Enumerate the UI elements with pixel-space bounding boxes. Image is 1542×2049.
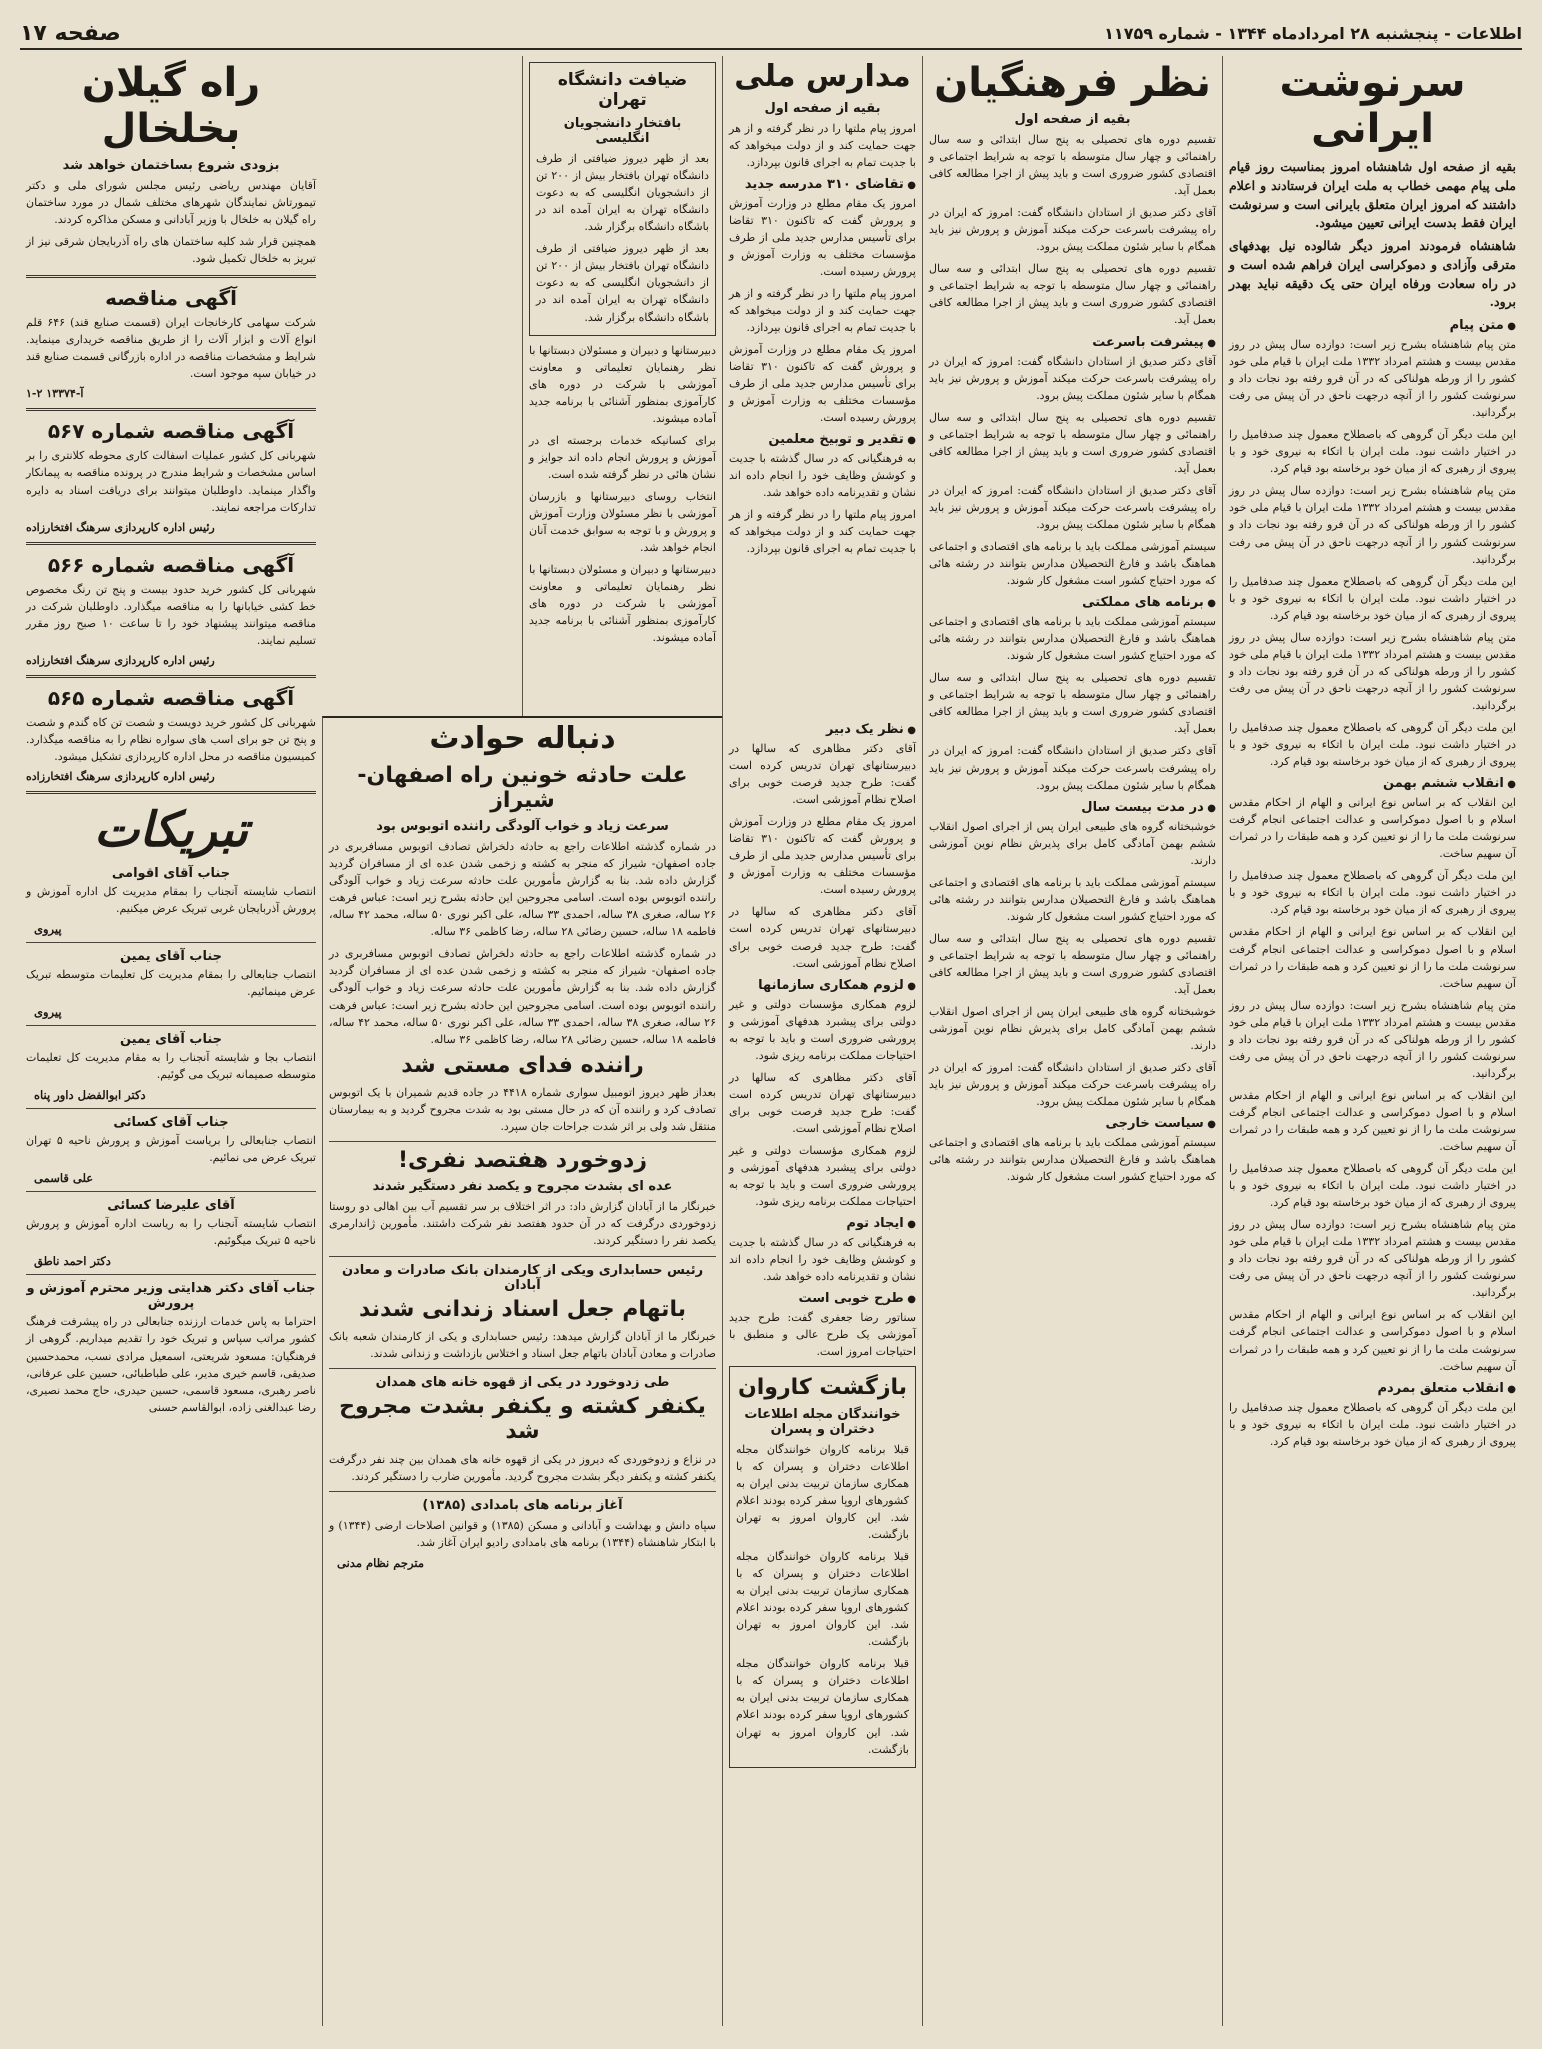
paragraph: سناتور رضا جعفری گفت: طرح جدید آموزشی یک طرح عالی و منطبق با احتیاجات امروز است. [729,1311,916,1359]
ad-footer: رئیس اداره کارپردازی سرهنگ افتخارزاده [26,520,215,534]
congrats-text: انتصاب بجا و شایسته آنجناب را به مقام مدیریت کل تعلیمات متوسطه صمیمانه تبریک می گوئیم. [26,1051,316,1082]
section-heading: ● متن پیام [1229,318,1516,333]
paragraph: امروز یک مقام مطلع در وزارت آموزش و پرورش گفت که تاکنون ۳۱۰ تقاضا برای تأسیس مدارس جدید ملی از طرف مؤسسات مختلف به وزارت آموزش و پرورش رسیده است. [729,196,916,278]
divider [26,791,316,794]
page-number: صفحه ۱۷ [20,20,121,46]
paragraph: متن پیام شاهنشاه بشرح زیر است: دوازده سال پیش در روز مقدس بیست و هشتم امرداد ۱۳۳۲ ملت ایران با قیام ملی خود کشور را از ورطه هولناکی که در آن فرو رفته بود نجات داد و سرنوشت کشور را از آنچه درجهت ناحق در آن پیش می رفت برگردانید. [1229,1218,1517,1300]
divider [329,1491,716,1492]
paragraph: قبلا برنامه کاروان خوانندگان مجله اطلاعات دختران و پسران که با همکاری سازمان تربیت بدنی ایران به کشورهای اروپا سفر کرده بودند اعلام شد. این کاروان امروز به تهران بازگشت. [736,1550,909,1649]
box-subtitle: بافتخار دانشجویان انگلیسی [563,116,682,147]
story-subheadline: طی زدوخورد در یکی از قهوه خانه های همدان [375,1374,670,1390]
divider [329,1256,716,1257]
events-title: دنباله حوادث [429,721,616,756]
paragraph: خوشبختانه گروه های طبیعی ایران پس از اجرای اصول انقلاب ششم بهمن آمادگی کامل برای پذیرش نظام نوین آموزشی دارند. [929,1005,1216,1053]
section-heading: ● تقدیر و توبیخ معلمین [729,432,916,447]
paragraph: در شماره گذشته اطلاعات راجع به حادثه دلخراش تصادف اتوبوس مسافربری در جاده اصفهان- شیراز که منجر به کشته و زخمی شدن عده ای از مسافران گردید گزارش داده شد. بنا به گزارش مأمورین علت حادثه سرعت زیاد و خواب آلودگی راننده اتوبوس بوده است. اسامی مجروحین این حادثه بشرح زیر است: عباس فرهت ۲۶ ساله، صغری ۳۸ ساله، احمدی ۳۳ ساله، علی اکبر نوری ۵۰ ساله، محمد ۴۲ ساله، فاطمه ۱۸ ساله، حسین رضائی ۲۸ ساله، رضا کاظمی ۳۶ ساله. [329,840,716,939]
ad-text: شهربانی کل کشور عملیات اسفالت کاری محوطه کلانتری را بر اساس مشخصات و شرایط مندرج در پرونده مناقصه به پیمانکار واگذار مینماید. داوطلبان میتوانند برای دریافت اسناد به دایره تدارکات مراجعه نمایند. [26,449,316,514]
paragraph: به فرهنگیانی که در سال گذشته با جدیت و کوشش وظایف خود را انجام داده اند نشان و تقدیرنامه داده خواهد شد. [729,452,916,500]
paragraph: تقسیم دوره های تحصیلی به پنج سال ابتدائی و سه سال راهنمائی و چهار سال متوسطه با توجه به شرایط اجتماعی و اقتصادی کشور ضروری است و باید پیش از اجرا مطالعه کافی بعمل آید. [929,931,1216,997]
box-title: بازگشت کاروان [737,1375,908,1401]
ad-title: آگهی مناقصه [105,286,237,311]
paragraph: امروز پیام ملتها را در نظر گرفته و از هر جهت حمایت کند و از دولت میخواهد که با جدیت تمام به اجرای قانون بپردازد. [729,508,916,556]
paragraph: خوشبختانه گروه های طبیعی ایران پس از اجرای اصول انقلاب ششم بهمن آمادگی کامل برای پذیرش نظام نوین آموزشی دارند. [929,819,1216,867]
ad-text: شهربانی کل کشور خرید حدود بیست و پنج تن رنگ مخصوص خط کشی خیابانها را به مناقصه میگذارد. داوطلبان شرکت در مناقصه میتوانند پیشنهاد خود را تا ساعت ۱۰ صبح روز مقرر تسلیم نمایند. [26,582,317,647]
ad-footer: رئیس اداره کارپردازی سرهنگ افتخارزاده [26,653,215,667]
congratulations-title: تبریکات [93,801,248,858]
paragraph: آقای دکتر صدیق از استادان دانشگاه گفت: امروز که ایران در راه پیشرفت باسرعت حرکت میکند آموزش و پرورش نیز باید همگام با سایر شئون مملکت پیش برود. [929,1061,1216,1109]
paragraph: این انقلاب که بر اساس نوع ایرانی و الهام از احکام مقدس اسلام و با اصول دموکراسی و عدالت اجتماعی انجام گرفت سرنوشت ملت ما را از نو تعیین کرد و همه طبقات را در ثمرات آن سهیم ساخت. [1229,796,1516,861]
headline-madares: مدارس ملی [734,59,911,94]
divider [26,1025,316,1026]
column-madares-melli [722,56,922,716]
congrats-recipient: آقای علیرضا کسائی [107,1198,235,1214]
issue-info: اطلاعات - پنجشنبه ۲۸ امردادماه ۱۳۴۴ - شماره ۱۱۷۵۹ [1104,23,1522,43]
paragraph: سیستم آموزشی مملکت باید با برنامه های اقتصادی و اجتماعی هماهنگ باشد و فارغ التحصیلان مدارس بتوانند در رشته هائی که مورد احتیاج کشور است مشغول کار شوند. [929,1136,1216,1184]
congrats-recipient: جناب آقای دکتر هدایتی وزیر محترم آموزش و پرورش [26,1281,316,1312]
section-heading: ● برنامه های مملکتی [929,595,1216,610]
column-sarnevesht [1222,56,1522,2026]
section-heading: ● در مدت بیست سال [929,800,1216,815]
paragraph: متن پیام شاهنشاه بشرح زیر است: دوازده سال پیش در روز مقدس بیست و هشتم امرداد ۱۳۳۲ ملت ایران با قیام ملی خود کشور را از ورطه هولناکی که در آن فرو رفته بود نجات داد و سرنوشت کشور را از آنچه درجهت ناحق در آن پیش می رفت برگردانید. [1229,998,1517,1080]
ad-text: شهربانی کل کشور خرید دویست و شصت تن کاه گندم و شصت و پنج تن جو برای اسب های سواره نظام را به مناقصه میگذارد. کمیسیون مناقصه در محل اداره کارپردازی تشکیل میشود. [26,715,316,763]
divider [26,1274,316,1275]
paragraph: آقای دکتر صدیق از استادان دانشگاه گفت: امروز که ایران در راه پیشرفت باسرعت حرکت میکند آموزش و پرورش نیز باید همگام با سایر شئون مملکت پیش برود. [929,744,1216,792]
paragraph: امروز پیام ملتها را در نظر گرفته و از هر جهت حمایت کند و از دولت میخواهد که با جدیت تمام به اجرای قانون بپردازد. [729,121,916,169]
paragraph: آقای دکتر صدیق از استادان دانشگاه گفت: امروز که ایران در راه پیشرفت باسرعت حرکت میکند آموزش و پرورش نیز باید همگام با سایر شئون مملکت پیش برود. [929,483,1216,531]
headline-nazar: نظر فرهنگیان [934,60,1211,106]
congrats-recipient: جناب آقای اقوامی [111,865,231,881]
paragraph: این انقلاب که بر اساس نوع ایرانی و الهام از احکام مقدس اسلام و با اصول دموکراسی و عدالت اجتماعی انجام گرفت سرنوشت ملت ما را از نو تعیین کرد و همه طبقات را در ثمرات آن سهیم ساخت. [1229,1308,1516,1373]
tender-ad-565 [26,686,316,783]
story-headline: باتهام جعل اسناد زندانی شدند [359,1296,686,1322]
congrats-signature: علی قاسمی [34,1171,94,1186]
section-heading: ● ایجاد توم [729,1216,916,1231]
congrats-text: انتصاب جنابعالی را بریاست آموزش و پرورش ناحیه ۵ تهران تبریک عرض می نمائیم. [26,1134,316,1165]
story-subheadline: سرعت زیاد و خواب آلودگی راننده اتوبوس بود [376,819,669,835]
paragraph: این انقلاب که بر اساس نوع ایرانی و الهام از احکام مقدس اسلام و با اصول دموکراسی و عدالت اجتماعی انجام گرفت سرنوشت ملت ما را از نو تعیین کرد و همه طبقات را در ثمرات آن سهیم ساخت. [1229,925,1516,990]
paragraph: این ملت دیگر آن گروهی که باصطلاح معمول چند صدفامیل را در اختیار داشت نبود. ملت ایران با اتکاء به نیروی خود و با پیروی از رهبری که از میان خود برخاسته بود قیام کرد. [1229,720,1516,769]
congrats-signature: دکتر ابوالفضل داور پناه [34,1088,146,1103]
section-heading: ● لزوم همکاری سازمانها [729,978,916,993]
paragraph: این ملت دیگر آن گروهی که باصطلاح معمول چند صدفامیل را در اختیار داشت نبود. ملت ایران با اتکاء به نیروی خود و با پیروی از رهبری که از میان خود برخاسته بود قیام کرد. [1229,1400,1516,1448]
paragraph: سیستم آموزشی مملکت باید با برنامه های اقتصادی و اجتماعی هماهنگ باشد و فارغ التحصیلان مدارس بتوانند در رشته هائی که مورد احتیاج کشور است مشغول کار شوند. [929,539,1216,588]
paragraph: بعداز ظهر دیروز اتومبیل سواری شماره ۴۴۱۸ در جاده قدیم شمیران با یک اتوبوس تصادف کرد و راننده آن که در حال مستی بود به شدت مجروح گردید و به بیمارستان منتقل شد ولی بر اثر شدت جراحات جان سپرد. [329,1085,716,1134]
congrats-text: انتصاب شایسته آنجناب را به ریاست اداره آموزش و پرورش ناحیه ۵ تبریک میگوئیم. [26,1217,316,1248]
paragraph: قبلا برنامه کاروان خوانندگان مجله اطلاعات دختران و پسران که با همکاری سازمان تربیت بدنی ایران به کشورهای اروپا سفر کرده بودند اعلام شد. این کاروان امروز به تهران بازگشت. [736,1442,909,1541]
congrats-signature: پیروی [34,922,62,937]
university-box [529,62,716,336]
divider [26,675,316,678]
headline-rah-gilan: راه گیلان بخلخال [81,60,261,152]
divider [26,1108,316,1109]
column-ads [20,56,322,2026]
paragraph: سیستم آموزشی مملکت باید با برنامه های اقتصادی و اجتماعی هماهنگ باشد و فارغ التحصیلان مدارس بتوانند در رشته هائی که مورد احتیاج کشور است مشغول کار شوند. [929,875,1216,923]
paragraph: به فرهنگیانی که در سال گذشته با جدیت و کوشش وظایف خود را انجام داده اند نشان و تقدیرنامه داده خواهد شد. [729,1236,916,1284]
paragraph: خبرنگار ما از آبادان گزارش داد: در اثر اختلاف بر سر تقسیم آب بین اهالی دو روستا زدوخوردی درگرفت که در آن حدود هفتصد نفر شرکت داشتند. مأمورین ژاندارمری یکصد نفر را دستگیر کردند. [329,1200,716,1248]
divider [26,942,316,943]
paragraph: بعد از ظهر دیروز ضیافتی از طرف دانشگاه تهران بافتخار بیش از ۲۰۰ تن از دانشجویان انگلیسی که به دعوت دانشگاه تهران به ایران آمده اند در باشگاه دانشگاه برگزار شد. [536,242,709,324]
paragraph: سپاه دانش و بهداشت و آبادانی و مسکن (۱۳۸۵) و قوانین اصلاحات ارضی (۱۳۴۴) و با ابتکار شاهنشاه (۱۳۴۴) برنامه های بامدادی رادیو ایران آغاز شد. [329,1518,716,1549]
divider [26,542,316,545]
section-heading: ● طرح خوبی است [729,1291,916,1306]
paragraph: شاهنشاه فرمودند امروز دیگر شالوده نیل بهدفهای مترقی وآزادی و دموکراسی ایران فراهم شده است و در راه سعادت ورفاه ایران حتی یک دقیقه نباید بهدر برود. [1229,238,1516,310]
continued-note: بقیه از صفحه اول [1014,112,1131,127]
ad-footer: آ-۱۳۳۷۴ ۲-۱ [26,387,84,401]
tender-ad-566 [26,553,316,667]
tender-ad-1 [26,286,316,400]
divider [26,1191,316,1192]
story-headline: یکنفر کشته و یکنفر بشدت مجروح شد [339,1393,706,1445]
paragraph: این ملت دیگر آن گروهی که باصطلاح معمول چند صدفامیل را در اختیار داشت نبود. ملت ایران با اتکاء به نیروی خود و با پیروی از رهبری که از میان خود برخاسته بود قیام کرد. [1229,428,1516,476]
lead-paragraph: بقیه از صفحه اول شاهنشاه امروز بمناسبت روز قیام ملی پیام مهمی خطاب به ملت ایران فرستادند و اعلام داشتند که امروز ایران متعلق بایرانی است و سرنوشت ایران فقط بدست ایرانی تعیین میشود. [1229,159,1516,231]
page-header [20,18,1522,50]
caravan-box [729,1366,916,1767]
paragraph: امروز یک مقام مطلع در وزارت آموزش و پرورش گفت که تاکنون ۳۱۰ تقاضا برای تأسیس مدارس جدید ملی از طرف مؤسسات مختلف به وزارت آموزش و پرورش رسیده است. [729,815,916,897]
paragraph: لزوم همکاری مؤسسات دولتی و غیر دولتی برای پیشبرد هدفهای آموزشی و پرورشی ضروری است و باید با توجه به احتیاجات مملکت برنامه ریزی شود. [729,997,916,1062]
paragraph: خبرنگار ما از آبادان گزارش میدهد: رئیس حسابداری و یکی از کارمندان شعبه بانک صادرات و معادن آبادان باتهام جعل اسناد و اختلاس بازداشت و زندانی شدند. [329,1329,716,1360]
paragraph: متن پیام شاهنشاه بشرح زیر است: دوازده سال پیش در روز مقدس بیست و هشتم امرداد ۱۳۳۲ ملت ایران با قیام ملی خود کشور را از ورطه هولناکی که در آن فرو رفته بود نجات داد و سرنوشت کشور را از آنچه درجهت ناحق در آن پیش می رفت برگردانید. [1229,484,1517,566]
story-headline: راننده فدای مستی شد [401,1052,644,1078]
congrats-signature: دکتر احمد ناطق [34,1254,111,1269]
ad-footer: رئیس اداره کارپردازی سرهنگ افتخارزاده [26,769,215,783]
paragraph: قبلا برنامه کاروان خوانندگان مجله اطلاعات دختران و پسران که با همکاری سازمان تربیت بدنی ایران به کشورهای اروپا سفر کرده بودند اعلام شد. این کاروان امروز به تهران بازگشت. [736,1657,909,1756]
congrats-text: انتصاب جنابعالی را بمقام مدیریت کل تعلیمات متوسطه تبریک عرض مینمائیم. [26,968,316,999]
continued-note: بقیه از صفحه اول [764,100,881,116]
section-heading: ● نظر یک دبیر [729,722,916,737]
paragraph: این ملت دیگر آن گروهی که باصطلاح معمول چند صدفامیل را در اختیار داشت نبود. ملت ایران با اتکاء به نیروی خود و با پیروی از رهبری که از میان خود برخاسته بود قیام کرد. [1229,574,1516,622]
paragraph: متن پیام شاهنشاه بشرح زیر است: دوازده سال پیش در روز مقدس بیست و هشتم امرداد ۱۳۳۲ ملت ایران با قیام ملی خود کشور را از ورطه هولناکی که در آن فرو رفته بود نجات داد و سرنوشت کشور را از آنچه درجهت ناحق در آن پیش می رفت برگردانید. [1229,630,1517,712]
paragraph: در شماره گذشته اطلاعات راجع به حادثه دلخراش تصادف اتوبوس مسافربری در جاده اصفهان- شیراز که منجر به کشته و زخمی شدن عده ای از مسافران گردید گزارش داده شد. بنا به گزارش مأمورین علت حادثه سرعت زیاد و خواب آلودگی راننده اتوبوس بوده است. اسامی مجروحین این حادثه بشرح زیر است: عباس فرهت ۲۶ ساله، صغری ۳۸ ساله، احمدی ۳۳ ساله، علی اکبر نوری ۵۰ ساله، محمد ۴۲ ساله، فاطمه ۱۸ ساله، حسین رضائی ۲۸ ساله، رضا کاظمی ۳۶ ساله. [329,947,716,1046]
congrats-text: انتصاب شایسته آنجناب را بمقام مدیریت کل اداره آموزش و پرورش آذربایجان غربی تبریک عرض میکنیم. [26,884,316,915]
box-subtitle: خوانندگان مجله اطلاعات دختران و پسران [744,1406,901,1437]
box-title: ضیافت دانشگاه تهران [557,70,688,110]
paragraph: برای کسانیکه خدمات برجسته ای در آموزش و پرورش انجام داده اند جوایز و نشان هائی در نظر گرفته شده است. [529,433,716,481]
story-headline: زدوخورد هفتصد نفری! [398,1148,647,1174]
paragraph: آقای دکتر صدیق از استادان دانشگاه گفت: امروز که ایران در راه پیشرفت باسرعت حرکت میکند آموزش و پرورش نیز باید همگام با سایر شئون مملکت پیش برود. [929,354,1216,402]
section-heading: ● سیاست خارجی [929,1116,1216,1131]
translator-signature: مترجم نظام مدنی [337,1555,424,1570]
congrats-text: احتراما به پاس خدمات ارزنده جنابعالی در راه پیشرفت فرهنگ کشور مراتب سپاس و تبریک خود را تقدیم میداریم. گروهی از فرهنگیان: مسعود شریعتی، اسمعیل مرادی نسب، محمدحسین صدیقی، قاسم خیری مدیر، علی طباطبائی، حسین علی عرفانی، ناصر رهبری، مسعود قاسمی، حسین حیدری، حاج محمد نصیری، رضا عبدالغنی زاده، ابوالقاسم حسنی [26,1315,316,1414]
column-university [522,56,722,716]
paragraph: آقای دکتر صدیق از استادان دانشگاه گفت: امروز که ایران در راه پیشرفت باسرعت حرکت میکند آموزش و پرورش نیز باید همگام با سایر شئون مملکت پیش برود. [929,206,1216,254]
divider [26,275,316,278]
paragraph: آقایان مهندس ریاضی رئیس مجلس شورای ملی و دکتر تیمورتاش نمایندگان شهرهای مختلف شمال در مورد ساختمان راه گیلان به خلخال با وزیر آبادانی و مسکن مذاکره کردند. [26,179,316,227]
story-headline: علت حادثه خونین راه اصفهان- شیراز [357,762,688,813]
paragraph: آقای دکتر مظاهری که سالها در دبیرستانهای تهران تدریس کرده است گفت: طرح جدید فرصت خوبی برای اصلاح نظام آموزشی است. [729,905,916,970]
congrats-recipient: جناب آقای یمین [119,1032,223,1048]
story-subheadline: آغاز برنامه های بامدادی (۱۳۸۵) [422,1497,623,1513]
tender-ad-567 [26,419,316,533]
column-nazar-farhangian [922,56,1222,2026]
newspaper-page [20,18,1522,2033]
paragraph: سیستم آموزشی مملکت باید با برنامه های اقتصادی و اجتماعی هماهنگ باشد و فارغ التحصیلان مدارس بتوانند در رشته هائی که مورد احتیاج کشور است مشغول کار شوند. [929,615,1216,663]
ad-text: شرکت سهامی کارخانجات ایران (قسمت صنایع قند) ۶۴۶ قلم انواع آلات و ابزار آلات را از طریق مناقصه خریداری مینماید. شرایط و مشخصات مناقصه در اداره بازرگانی قسمت صنایع قند در خیابان سپه موجود است. [26,316,316,381]
section-heading: ● انقلاب ششم بهمن [1229,776,1516,791]
paragraph: تقسیم دوره های تحصیلی به پنج سال ابتدائی و سه سال راهنمائی و چهار سال متوسطه با توجه به شرایط اجتماعی و اقتصادی کشور ضروری است و باید پیش از اجرا مطالعه کافی بعمل آید. [929,671,1216,736]
paragraph: تقسیم دوره های تحصیلی به پنج سال ابتدائی و سه سال راهنمائی و چهار سال متوسطه با توجه به شرایط اجتماعی و اقتصادی کشور ضروری است و باید پیش از اجرا مطالعه کافی بعمل آید. [929,262,1216,327]
paragraph: آقای دکتر مظاهری که سالها در دبیرستانهای تهران تدریس کرده است گفت: طرح جدید فرصت خوبی برای اصلاح نظام آموزشی است. [729,742,916,807]
events-section [322,716,722,2026]
divider [329,1368,716,1369]
paragraph: آقای دکتر مظاهری که سالها در دبیرستانهای تهران تدریس کرده است گفت: طرح جدید فرصت خوبی برای اصلاح نظام آموزشی است. [729,1070,916,1135]
subheadline: بزودی شروع بساختمان خواهد شد [62,158,280,173]
paragraph: امروز یک مقام مطلع در وزارت آموزش و پرورش گفت که تاکنون ۳۱۰ تقاضا برای تأسیس مدارس جدید ملی از طرف مؤسسات مختلف به وزارت آموزش و پرورش رسیده است. [729,343,916,425]
divider [329,1141,716,1142]
paragraph: این ملت دیگر آن گروهی که باصطلاح معمول چند صدفامیل را در اختیار داشت نبود. ملت ایران با اتکاء به نیروی خود و با پیروی از رهبری که از میان خود برخاسته بود قیام کرد. [1229,869,1516,917]
paragraph: دبیرستانها و دبیران و مسئولان دبستانها با نظر رهنمایان تعلیماتی و معاونت آموزشی با شرکت در دوره های کارآموزی بمنظور آشنائی با برنامه جدید آماده میشوند. [529,343,716,425]
congrats-recipient: جناب آقای کسائی [113,1115,229,1131]
paragraph: در نزاع و زدوخوردی که دیروز در یکی از قهوه خانه های همدان بین چند نفر درگرفت یکنفر کشته و یکنفر دیگر بشدت مجروح گردید. مأمورین ضارب را دستگیر کردند. [329,1452,716,1483]
paragraph: انتخاب روسای دبیرستانها و بازرسان آموزشی با نظر مسئولان وزارت آموزش و پرورش و با توجه به سوابق خدمت آنان انجام خواهد شد. [529,489,716,555]
paragraph: تقسیم دوره های تحصیلی به پنج سال ابتدائی و سه سال راهنمائی و چهار سال متوسطه با توجه به شرایط اجتماعی و اقتصادی کشور ضروری است و باید پیش از اجرا مطالعه کافی بعمل آید. [929,410,1216,475]
paragraph: دبیرستانها و دبیران و مسئولان دبستانها با نظر رهنمایان تعلیماتی و معاونت آموزشی با شرکت در دوره های کارآموزی بمنظور آشنائی با برنامه جدید آماده میشوند. [529,563,716,645]
paragraph: این ملت دیگر آن گروهی که باصطلاح معمول چند صدفامیل را در اختیار داشت نبود. ملت ایران با اتکاء به نیروی خود و با پیروی از رهبری که از میان خود برخاسته بود قیام کرد. [1229,1162,1516,1210]
congrats-recipient: جناب آقای یمین [119,949,223,965]
story-subheadline: عده ای بشدت مجروح و یکصد نفر دستگیر شدند [372,1179,673,1195]
story-subheadline: رئیس حسابداری ویکی از کارمندان بانک صادرات و معادن آبادان [341,1262,704,1293]
paragraph: بعد از ظهر دیروز ضیافتی از طرف دانشگاه تهران بافتخار بیش از ۲۰۰ تن از دانشجویان انگلیسی که به دعوت دانشگاه تهران به ایران آمده اند در باشگاه دانشگاه برگزار شد. [536,152,709,234]
paragraph: تقسیم دوره های تحصیلی به پنج سال ابتدائی و سه سال راهنمائی و چهار سال متوسطه با توجه به شرایط اجتماعی و اقتصادی کشور ضروری است و باید پیش از اجرا مطالعه کافی بعمل آید. [929,133,1216,198]
headline-sarnevesht: سرنوشت ایرانی [1279,60,1466,152]
paragraph: امروز پیام ملتها را در نظر گرفته و از هر جهت حمایت کند و از دولت میخواهد که با جدیت تمام به اجرای قانون بپردازد. [729,286,916,334]
congrats-signature: پیروی [34,1005,62,1020]
divider [26,408,316,411]
paragraph: همچنین قرار شد کلیه ساختمان های راه آذربایجان شرقی نیز از تبریز به خلخال تکمیل شود. [26,235,316,266]
section-heading: ● تقاضای ۳۱۰ مدرسه جدید [729,177,916,192]
section-heading: ● انقلاب متعلق بمردم [1229,1381,1516,1396]
paragraph: لزوم همکاری مؤسسات دولتی و غیر دولتی برای پیشبرد هدفهای آموزشی و پرورشی ضروری است و باید با توجه به احتیاجات مملکت برنامه ریزی شود. [729,1143,916,1209]
paragraph: این انقلاب که بر اساس نوع ایرانی و الهام از احکام مقدس اسلام و با اصول دموکراسی و عدالت اجتماعی انجام گرفت سرنوشت ملت ما را از نو تعیین کرد و همه طبقات را در ثمرات آن سهیم ساخت. [1229,1088,1516,1154]
paragraph: متن پیام شاهنشاه بشرح زیر است: دوازده سال پیش در روز مقدس بیست و هشتم امرداد ۱۳۳۲ ملت ایران با قیام ملی خود کشور را از ورطه هولناکی که در آن فرو رفته بود نجات داد و سرنوشت کشور را از آنچه درجهت ناحق در آن پیش می رفت برگردانید. [1229,338,1517,420]
ad-title: آگهی مناقصه شماره ۵۶۷ [47,419,295,444]
ad-title: آگهی مناقصه شماره ۵۶۶ [47,552,295,577]
ad-title: آگهی مناقصه شماره ۵۶۵ [47,685,295,710]
column-madares-continued [722,716,922,2026]
section-heading: ● پیشرفت باسرعت [929,335,1216,350]
